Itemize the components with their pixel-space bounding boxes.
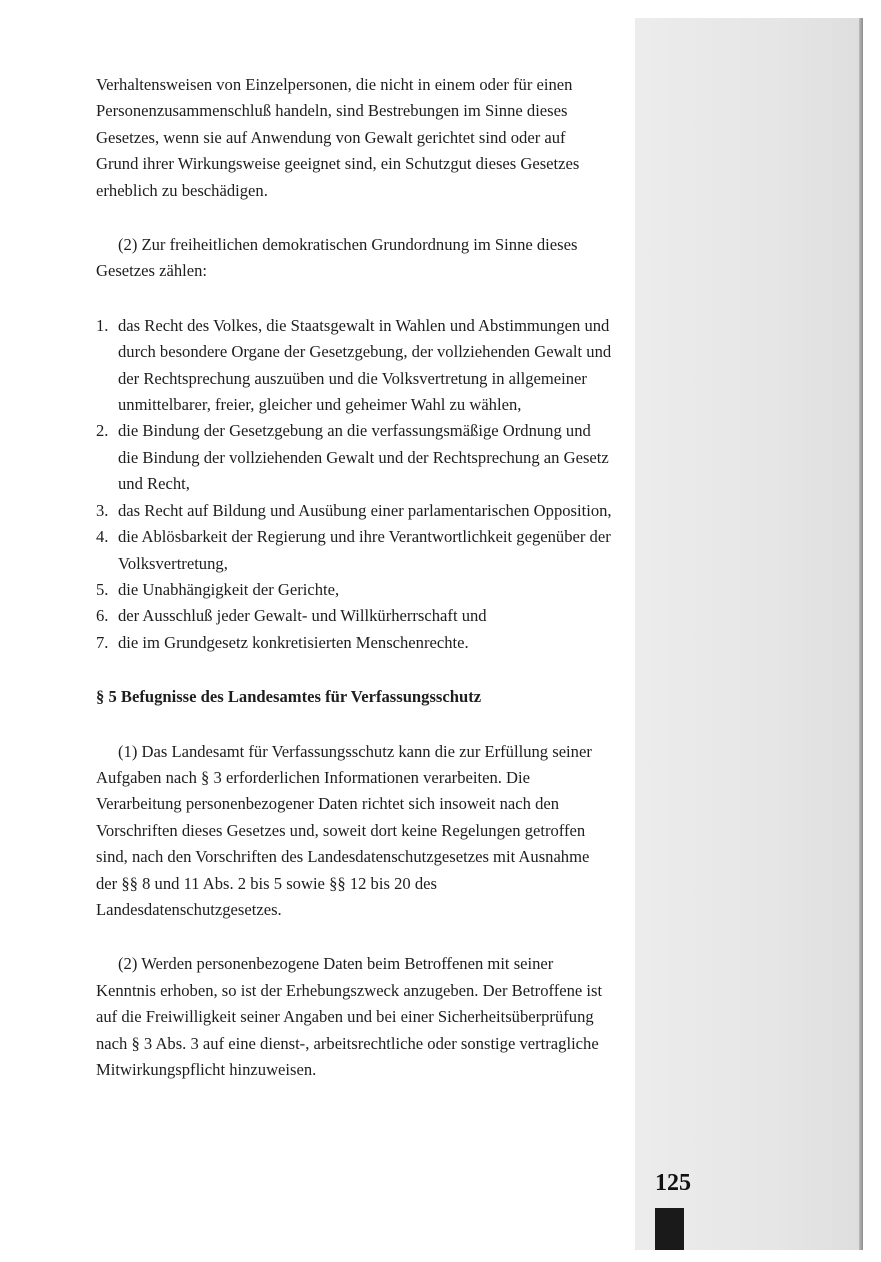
list-item-text: die Ablösbarkeit der Regierung und ihre Verantwortlichkeit gegenüber der Volksvertretung,	[118, 527, 611, 573]
section-heading: § 5 Befugnisse des Landesamtes für Verfassungsschutz	[96, 687, 482, 707]
list-item-number: 4.	[96, 527, 109, 547]
list-item-text: das Recht auf Bildung und Ausübung einer parlamentarischen Opposition,	[118, 500, 612, 520]
list-item	[96, 498, 612, 524]
list-item	[96, 603, 612, 629]
list-item	[96, 418, 612, 497]
list-item	[96, 313, 612, 419]
list-item-number: 1.	[96, 315, 109, 335]
section-paragraph-2: (2) Werden personenbezogene Daten beim Betroffenen mit seiner Kenntnis erhoben, so ist der Erhebungszweck anzugeben. Der Betroffene ist auf die Freiwilligkeit seiner Angaben und bei einer Sicherheitsüberprüfung nach § 3 Abs. 3 auf eine dienst-, arbeitsrechtliche oder sonstige vertragliche Mitwirkungspflicht hinzuweisen.	[96, 954, 603, 1079]
text-column	[96, 72, 612, 1083]
intro-paragraph: Verhaltensweisen von Einzelpersonen, die nicht in einem oder für einen Personenzusammenschluß handeln, sind Bestrebungen im Sinne dieses Gesetzes, wenn sie auf Anwendung von Gewalt gerichtet sind oder auf Grund ihrer Wirkungsweise geeignet sind, ein Schutzgut dieses Gesetzes erheblich zu beschädigen.	[96, 75, 580, 200]
list-item	[96, 524, 612, 577]
page-edge-shadow	[859, 18, 863, 1250]
list-item-text: die Unabhängigkeit der Gerichte,	[118, 579, 340, 599]
list-item-text: die Bindung der Gesetzgebung an die verfassungsmäßige Ordnung und die Bindung der vollziehenden Gewalt und der Rechtsprechung an Gesetz und Recht,	[118, 421, 609, 494]
principles-list	[96, 313, 612, 656]
list-item-number: 3.	[96, 500, 109, 520]
list-item-text: das Recht des Volkes, die Staatsgewalt in Wahlen und Abstimmungen und durch besondere Organe der Gesetzgebung, der vollziehenden Gewalt und der Rechtsprechung auszuüben und die Volksvertretung in allgemeiner unmittelbarer, freier, gleicher und geheimer Wahl zu wählen,	[118, 315, 612, 415]
list-item-number: 5.	[96, 579, 109, 599]
list-item	[96, 630, 612, 656]
list-item-text: die im Grundgesetz konkretisierten Menschenrechte.	[118, 632, 469, 652]
list-item-number: 6.	[96, 606, 109, 626]
thumb-index-mark	[655, 1208, 684, 1250]
list-item-number: 2.	[96, 421, 109, 441]
list-item-number: 7.	[96, 632, 109, 652]
page-number: 125	[655, 1170, 691, 1196]
paragraph-2: (2) Zur freiheitlichen demokratischen Grundordnung im Sinne dieses Gesetzes zählen:	[96, 235, 578, 281]
list-item-text: der Ausschluß jeder Gewalt- und Willkürherrschaft und	[118, 606, 487, 626]
page-margin-shading	[635, 18, 863, 1250]
section-paragraph-1: (1) Das Landesamt für Verfassungsschutz kann die zur Erfüllung seiner Aufgaben nach § 3 erforderlichen Informationen verarbeiten. Die Verarbeitung personenbezogener Daten richtet sich insoweit nach den Vorschriften dieses Gesetzes und, soweit dort keine Regelungen getroffen sind, nach den Vorschriften des Landesdatenschutzgesetzes mit Ausnahme der §§ 8 und 11 Abs. 2 bis 5 sowie §§ 12 bis 20 des Landesdatenschutzgesetzes.	[96, 741, 592, 919]
list-item	[96, 577, 612, 603]
